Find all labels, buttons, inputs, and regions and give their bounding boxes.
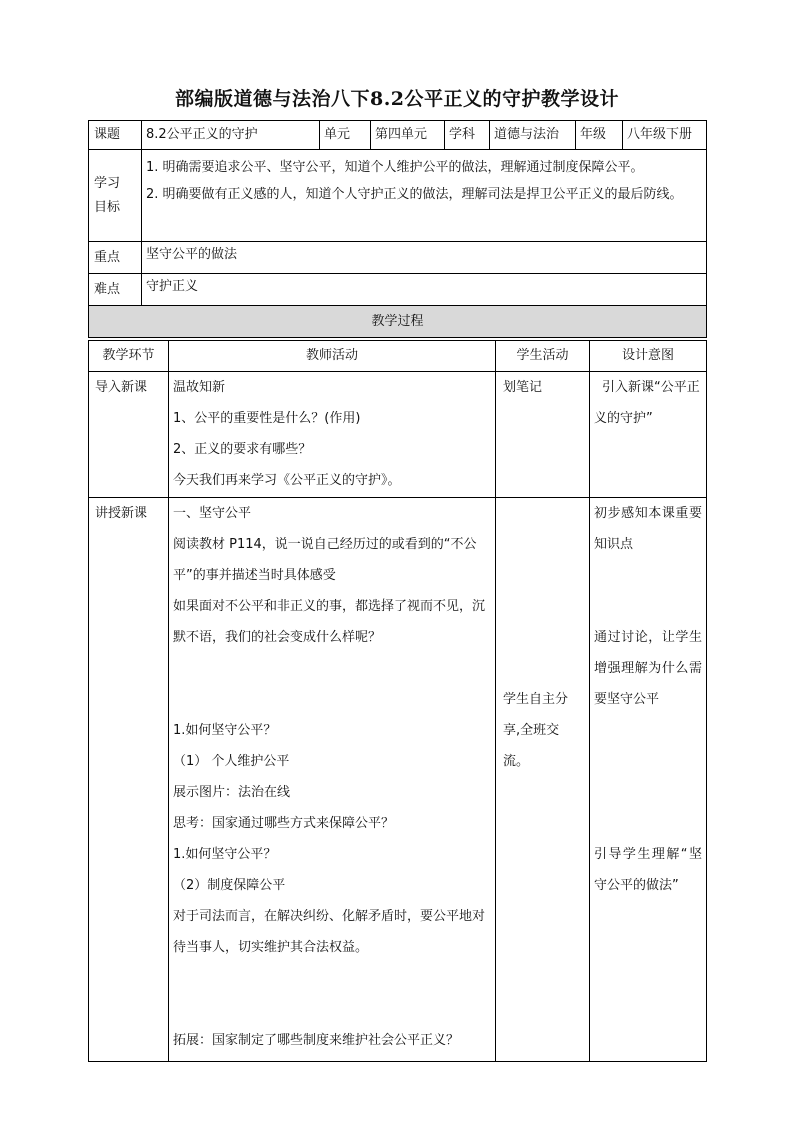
lecture-line-10: 对于司法而言，在解决纠纷、化解矛盾时，要公平地对待当事人，切实维护其合法权益。 <box>173 909 486 955</box>
process-section-title: 教学过程 <box>89 306 707 338</box>
intro-student: 划笔记 <box>496 372 590 498</box>
intro-stage: 导入新课 <box>89 372 169 498</box>
course-value: 8.2公平正义的守护 <box>142 121 320 150</box>
lecture-line-1: 一、坚守公平 <box>173 506 252 521</box>
key-point-value: 坚守公平的做法 <box>142 242 707 274</box>
col-header-student: 学生活动 <box>496 341 590 372</box>
header-row <box>89 121 707 150</box>
subject-label: 学科 <box>445 121 490 150</box>
lesson-plan-table <box>88 120 707 338</box>
intro-teacher-line-1: 温故知新 <box>173 380 226 395</box>
objective-item-1: 1. 明确需要追求公平、坚守公平，知道个人维护公平的做法，理解通过制度保障公平。 <box>146 160 644 175</box>
objective-item-2: 2. 明确要做有正义感的人，知道个人守护正义的做法，理解司法是捍卫公平正义的最后防线。 <box>146 187 683 202</box>
lecture-student-spacer <box>503 498 585 684</box>
difficulty-value: 守护正义 <box>142 274 707 306</box>
lecture-row <box>89 498 707 1062</box>
lecture-student-text: 学生自主分享,全班交流。 <box>503 692 569 769</box>
lecture-teacher <box>169 498 496 1062</box>
lecture-spacer-1 <box>173 653 491 715</box>
lecture-line-6: 展示图片：法治在线 <box>173 785 291 800</box>
objectives-row <box>89 150 707 242</box>
lecture-line-11: 拓展：国家制定了哪些制度来维护社会公平正义？ <box>173 1033 460 1048</box>
lecture-intent <box>590 498 707 1062</box>
lecture-stage: 讲授新课 <box>89 498 169 1062</box>
lecture-intent-1: 初步感知本课重要知识点 <box>594 506 702 552</box>
lecture-intent-2: 通过讨论，让学生增强理解为什么需要坚守公平 <box>594 630 702 707</box>
key-point-row <box>89 242 707 274</box>
objectives-label-line2: 目标 <box>94 199 121 215</box>
difficulty-row <box>89 274 707 306</box>
document-title: 部编版道德与法治八下8.2公平正义的守护教学设计 <box>174 88 620 110</box>
lecture-intent-spacer-2 <box>594 715 702 839</box>
lecture-intent-spacer-1 <box>594 560 702 622</box>
lecture-spacer-2 <box>173 963 491 1025</box>
lecture-line-2: 阅读教材 P114，说一说自己经历过的或看到的“不公平”的事并描述当时具体感受 <box>173 537 477 583</box>
lecture-line-3: 如果面对不公平和非正义的事，都选择了视而不见，沉默不语，我们的社会变成什么样呢？ <box>173 599 486 645</box>
lecture-line-9: （2）制度保障公平 <box>173 878 286 893</box>
intro-intent: 引入新课“公平正义的守护” <box>590 372 707 498</box>
process-header-row <box>89 341 707 372</box>
objectives-label <box>89 150 142 242</box>
lecture-line-8: 1.如何坚守公平？ <box>173 847 277 862</box>
lecture-line-5: （1） 个人维护公平 <box>173 754 290 769</box>
intro-teacher-line-4: 今天我们再来学习《公平正义的守护》。 <box>173 473 401 488</box>
process-title-row <box>89 306 707 338</box>
intro-teacher-line-2: 1、公平的重要性是什么？(作用) <box>173 411 361 426</box>
intro-teacher-line-3: 2、正义的要求有哪些？ <box>173 442 312 457</box>
process-table <box>88 340 707 1062</box>
key-point-label: 重点 <box>89 242 142 274</box>
intro-row <box>89 372 707 498</box>
objectives-label-line1: 学习 <box>94 175 121 191</box>
unit-label: 单元 <box>320 121 371 150</box>
col-header-teacher: 教师活动 <box>169 341 496 372</box>
course-label: 课题 <box>89 121 142 150</box>
objectives-content <box>142 150 707 242</box>
col-header-stage: 教学环节 <box>89 341 169 372</box>
lecture-intent-3: 引导学生理解“坚守公平的做法” <box>594 847 702 893</box>
unit-value: 第四单元 <box>371 121 445 150</box>
grade-value: 八年级下册 <box>623 121 707 150</box>
lecture-line-7: 思考：国家通过哪些方式来保障公平？ <box>173 816 395 831</box>
intro-teacher <box>169 372 496 498</box>
grade-label: 年级 <box>576 121 623 150</box>
subject-value: 道德与法治 <box>490 121 576 150</box>
col-header-intent: 设计意图 <box>590 341 707 372</box>
lecture-line-4: 1.如何坚守公平？ <box>173 723 277 738</box>
difficulty-label: 难点 <box>89 274 142 306</box>
lecture-student <box>496 498 590 1062</box>
